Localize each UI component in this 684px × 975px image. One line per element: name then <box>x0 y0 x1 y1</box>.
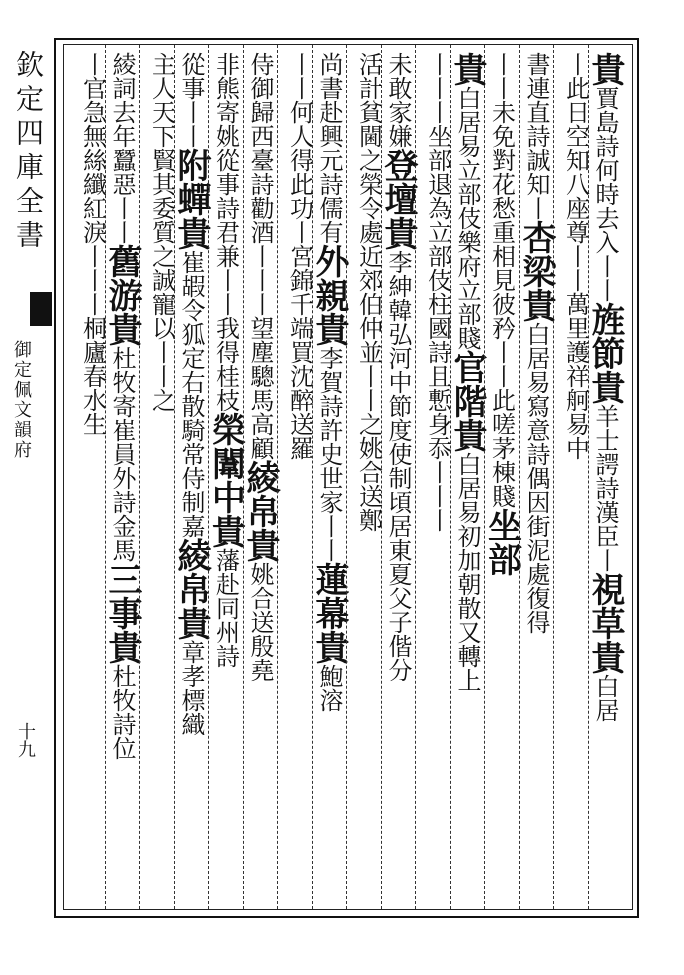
text-column <box>447 52 487 902</box>
page-gutter <box>0 0 54 975</box>
annotation-text: 侍御歸西臺詩勸酒 <box>246 52 274 244</box>
annotation-text: 丨此日空知八座尊 <box>561 52 590 244</box>
annotation-text: 丨丨 <box>211 268 240 316</box>
headword: 舊游貴 <box>102 244 142 346</box>
column-rule <box>105 45 106 909</box>
headword: 貴 <box>585 52 625 86</box>
headword: 視草貴 <box>585 572 625 674</box>
annotation-text: 白居易初加朝散又轉上 <box>453 452 481 692</box>
annotation-text: 丨丨丨坐部退為立部伎 <box>423 52 452 292</box>
annotation-text: 未敢家嫌 <box>384 52 412 148</box>
annotation-text: 白居易立部伎樂府立部賤 <box>453 86 481 350</box>
annotation-text: 丨丨此嗟茅棟賤 <box>487 340 516 508</box>
annotation-text: 丨丨萬里護祥舸 <box>561 244 590 412</box>
text-column <box>419 52 450 902</box>
text-column <box>205 52 246 902</box>
annotation-text: 主人天下賢 <box>147 52 176 172</box>
headword: 旌節貴 <box>585 302 625 404</box>
headword: 坐部 <box>481 508 522 576</box>
text-column <box>143 52 174 902</box>
annotation-text: 活計貧 <box>354 52 383 124</box>
headword: 附蟬貴 <box>171 148 211 250</box>
annotation-text: 桐廬春水生 <box>78 316 107 436</box>
text-column <box>516 52 556 902</box>
annotation-text: 丨官急無絲纖紅淚 <box>78 52 107 244</box>
column-rule <box>174 45 175 909</box>
annotation-text: 非熊寄姚從事詩君兼 <box>211 52 240 268</box>
annotation-text: 丨丨何人得此功 <box>285 52 314 220</box>
column-rule <box>208 45 209 909</box>
annotation-text: 姚合送鄭 <box>354 436 383 532</box>
headword: 貴 <box>447 52 487 86</box>
column-rule <box>346 45 347 909</box>
annotation-text: 崔嘏令狐定右散騎常侍制嘉 <box>177 250 205 538</box>
text-column <box>309 52 349 902</box>
annotation-text: 丨丨丨 <box>423 460 452 532</box>
annotation-text: 易中 <box>561 412 590 460</box>
folio-number: 十九 <box>15 722 36 758</box>
text-column <box>74 52 105 902</box>
annotation-text: 丨 <box>522 196 550 220</box>
annotation-text: 李紳韓弘河中節度使制頃居東夏父子偕分 <box>384 250 412 682</box>
text-column <box>557 52 588 902</box>
text-column <box>350 52 381 902</box>
annotation-text: 丨丨 <box>177 100 205 148</box>
annotation-text: 望塵驄馬高顧 <box>246 316 274 460</box>
annotation-text: 姚合送殷堯 <box>246 562 274 682</box>
headword: 杏梁貴 <box>516 220 556 322</box>
text-column <box>240 52 280 902</box>
column-rule <box>139 45 140 909</box>
headword: 外親貴 <box>309 244 349 346</box>
annotation-text: 羊士諤詩漢臣 <box>591 404 619 548</box>
annotation-text: 賈島詩何時去入 <box>591 86 619 254</box>
annotation-text: 白居易寫意詩偶因街泥處復得 <box>522 322 550 634</box>
annotation-text: 丨丨 <box>315 514 343 562</box>
column-rule <box>277 45 278 909</box>
column-rule <box>588 45 589 909</box>
text-column <box>102 52 142 902</box>
text-column <box>481 52 522 902</box>
annotation-text: 其委質之誠寵以 <box>147 172 176 340</box>
gutter-black-bar <box>30 292 52 326</box>
column-rule <box>484 45 485 909</box>
headword: 綾帛貴 <box>171 538 211 640</box>
text-column <box>171 52 211 902</box>
column-rule <box>519 45 520 909</box>
annotation-text: 李賀詩許史世家 <box>315 346 343 514</box>
annotation-text: 白居 <box>591 674 619 722</box>
column-rule <box>312 45 313 909</box>
headword: 榮闈中貴 <box>205 412 246 548</box>
annotation-text: 丨丨未免對花愁 <box>487 52 516 220</box>
column-rule <box>415 45 416 909</box>
text-column <box>585 52 625 902</box>
annotation-text: 重相見彼矜 <box>487 220 516 340</box>
annotation-text: 丨丨之 <box>354 364 383 436</box>
annotation-text: 丨丨 <box>108 196 136 244</box>
column-rule <box>553 45 554 909</box>
column-rule <box>243 45 244 909</box>
headword: 蓮幕貴 <box>309 562 349 664</box>
column-rule <box>450 45 451 909</box>
headword: 官階貴 <box>447 350 487 452</box>
annotation-text: 杜牧詩位 <box>108 664 136 760</box>
annotation-text: 章孝標織 <box>177 640 205 736</box>
headword: 登壇貴 <box>378 148 418 250</box>
text-column <box>378 52 418 902</box>
annotation-text: 丨丨丨 <box>78 244 107 316</box>
column-rule <box>381 45 382 909</box>
annotation-text: 閫之榮令處近郊伯仲並 <box>354 124 383 364</box>
annotation-text: 藩赴同州詩 <box>211 548 240 668</box>
annotation-text: 丨丨之 <box>147 340 176 412</box>
annotation-text: 丨丨 <box>591 254 619 302</box>
text-column <box>281 52 312 902</box>
annotation-text: 杜牧寄崔員外詩金馬 <box>108 346 136 562</box>
book-title: 欽定四庫全書 <box>12 50 45 254</box>
annotation-text: 綾詞去年蠶惡 <box>108 52 136 196</box>
annotation-text: 鮑溶 <box>315 664 343 712</box>
annotation-text: 我得桂枝 <box>211 316 240 412</box>
annotation-text: 丨 <box>591 548 619 572</box>
annotation-text: 柱國詩且慙身忝 <box>423 292 452 460</box>
annotation-text: 尚書赴興元詩儒有 <box>315 52 343 244</box>
annotation-text: 丨丨丨 <box>246 244 274 316</box>
section-title: 御定佩文韻府 <box>11 340 32 460</box>
annotation-text: 送羅 <box>285 412 314 460</box>
annotation-text: 丨宮錦千端買沈醉 <box>285 220 314 412</box>
annotation-text: 書連直詩誠知 <box>522 52 550 196</box>
annotation-text: 從事 <box>177 52 205 100</box>
headword: 三事貴 <box>102 562 142 664</box>
headword: 綾帛貴 <box>240 460 280 562</box>
